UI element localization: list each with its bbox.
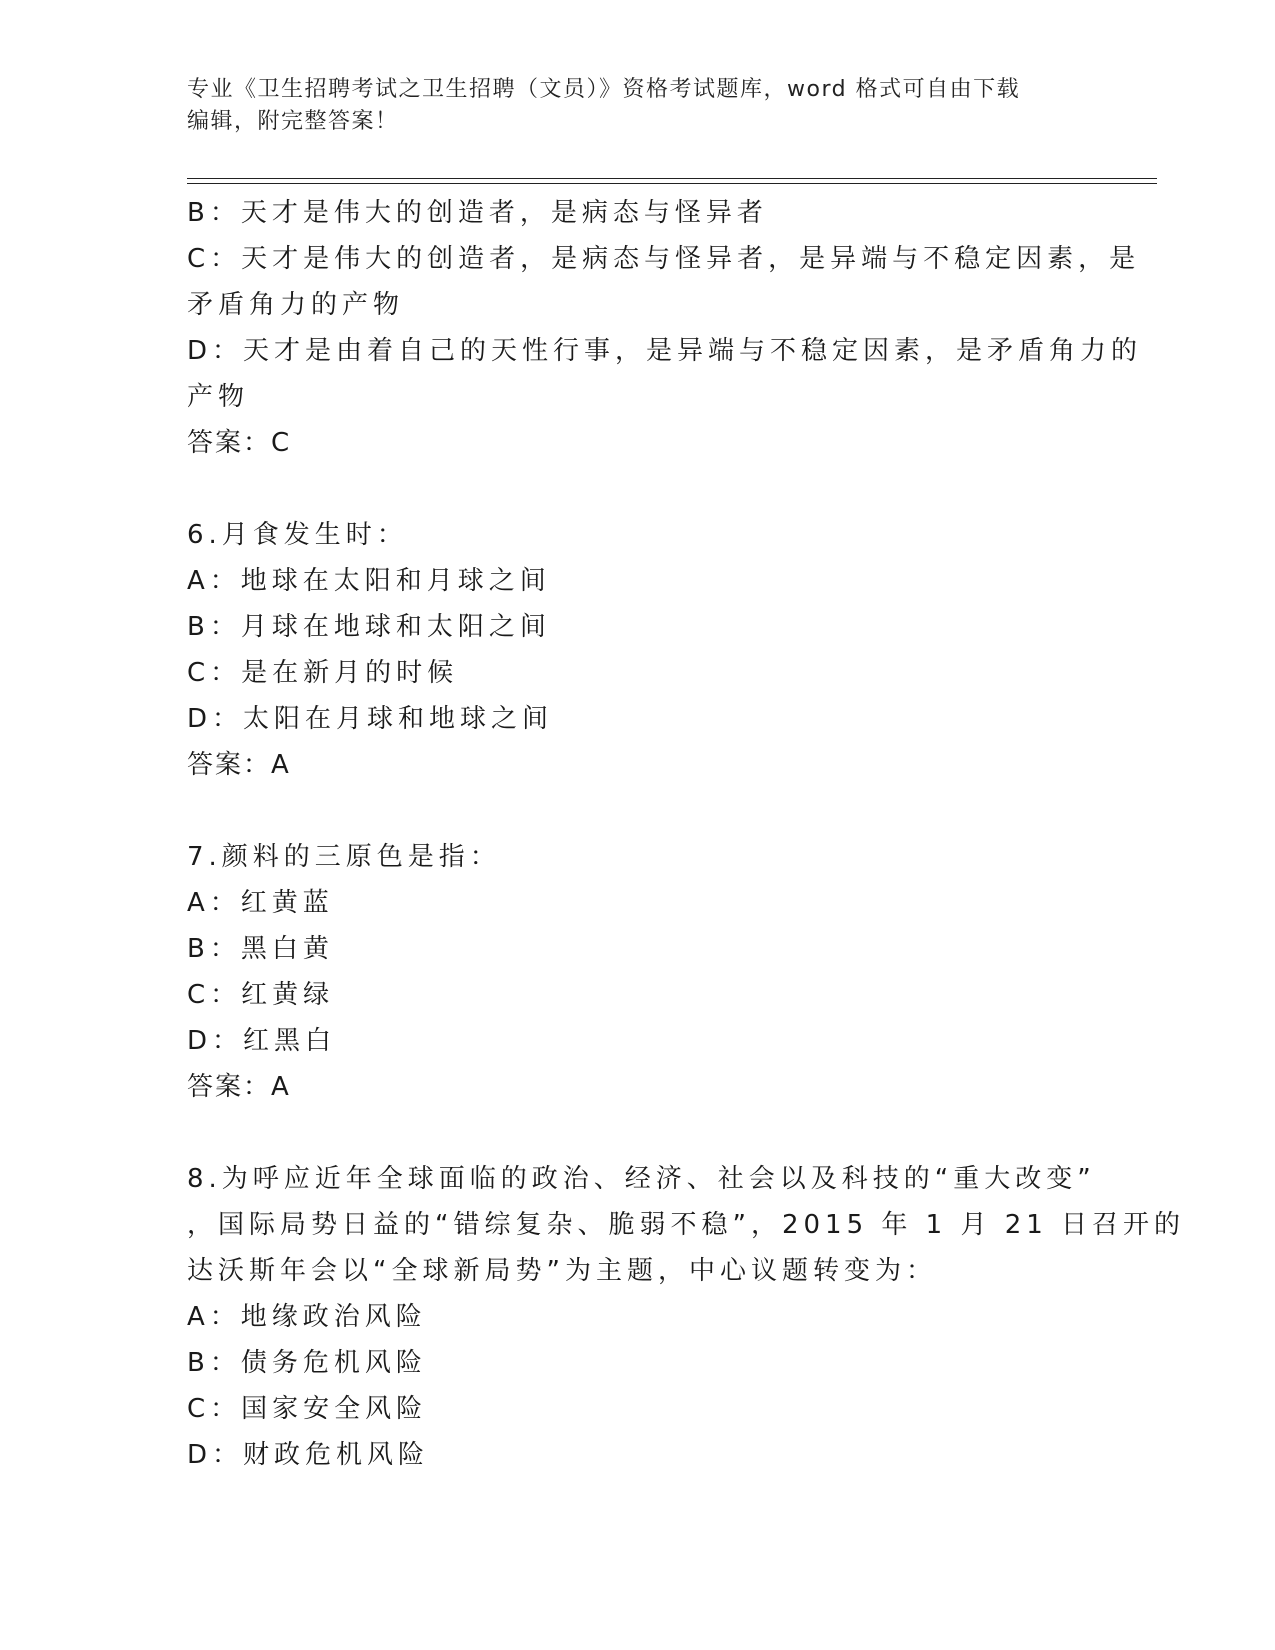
q8-option-a: A：地缘政治风险 xyxy=(187,1302,427,1332)
q6-question: 6.月食发生时： xyxy=(187,520,408,550)
q5-option-b: B：天才是伟大的创造者，是病态与怪异者 xyxy=(187,198,768,228)
q6-answer: 答案：A xyxy=(187,750,291,780)
q7-option-d: D：红黑白 xyxy=(187,1026,337,1056)
q6-option-a: A：地球在太阳和月球之间 xyxy=(187,566,551,596)
q8-question-line1: 8.为呼应近年全球面临的政治、经济、社会以及科技的“重大改变” xyxy=(187,1164,1096,1194)
q6-option-c: C：是在新月的时候 xyxy=(187,658,459,688)
document-page xyxy=(187,0,1186,1650)
q7-option-c: C：红黄绿 xyxy=(187,980,335,1010)
q5-option-c-line1: C：天才是伟大的创造者，是病态与怪异者，是异端与不稳定因素，是 xyxy=(187,244,1141,274)
q7-answer: 答案：A xyxy=(187,1072,291,1102)
q6-option-d: D：太阳在月球和地球之间 xyxy=(187,704,554,734)
header-divider-top xyxy=(187,178,1157,179)
q7-question: 7.颜料的三原色是指： xyxy=(187,842,501,872)
header-divider-bottom xyxy=(187,183,1157,184)
q7-option-b: B：黑白黄 xyxy=(187,934,334,964)
q8-option-b: B：债务危机风险 xyxy=(187,1348,427,1378)
q7-option-a: A：红黄蓝 xyxy=(187,888,334,918)
page-header xyxy=(187,74,1087,138)
q8-option-c: C：国家安全风险 xyxy=(187,1394,428,1424)
q8-question-line3: 达沃斯年会以“全球新局势”为主题，中心议题转变为： xyxy=(187,1256,937,1286)
q8-question-line2: ，国际局势日益的“错综复杂、脆弱不稳”，2015 年 1 月 21 日召开的 xyxy=(187,1210,1186,1240)
q6-option-b: B：月球在地球和太阳之间 xyxy=(187,612,551,642)
q5-option-c-line2: 矛盾角力的产物 xyxy=(187,290,405,320)
q8-option-d: D：财政危机风险 xyxy=(187,1440,430,1470)
spacer xyxy=(187,466,1087,512)
spacer xyxy=(187,788,1087,834)
question-content xyxy=(187,190,1186,1478)
q5-option-d-line2: 产物 xyxy=(187,382,250,412)
spacer xyxy=(187,1110,1087,1156)
header-line-2: 编辑，附完整答案！ xyxy=(187,109,399,134)
q5-answer: 答案：C xyxy=(187,428,292,458)
header-line-1: 专业《卫生招聘考试之卫生招聘（文员）》资格考试题库，word 格式可自由下载 xyxy=(187,77,1021,102)
q5-option-d-line1: D：天才是由着自己的天性行事，是异端与不稳定因素，是矛盾角力的 xyxy=(187,336,1143,366)
